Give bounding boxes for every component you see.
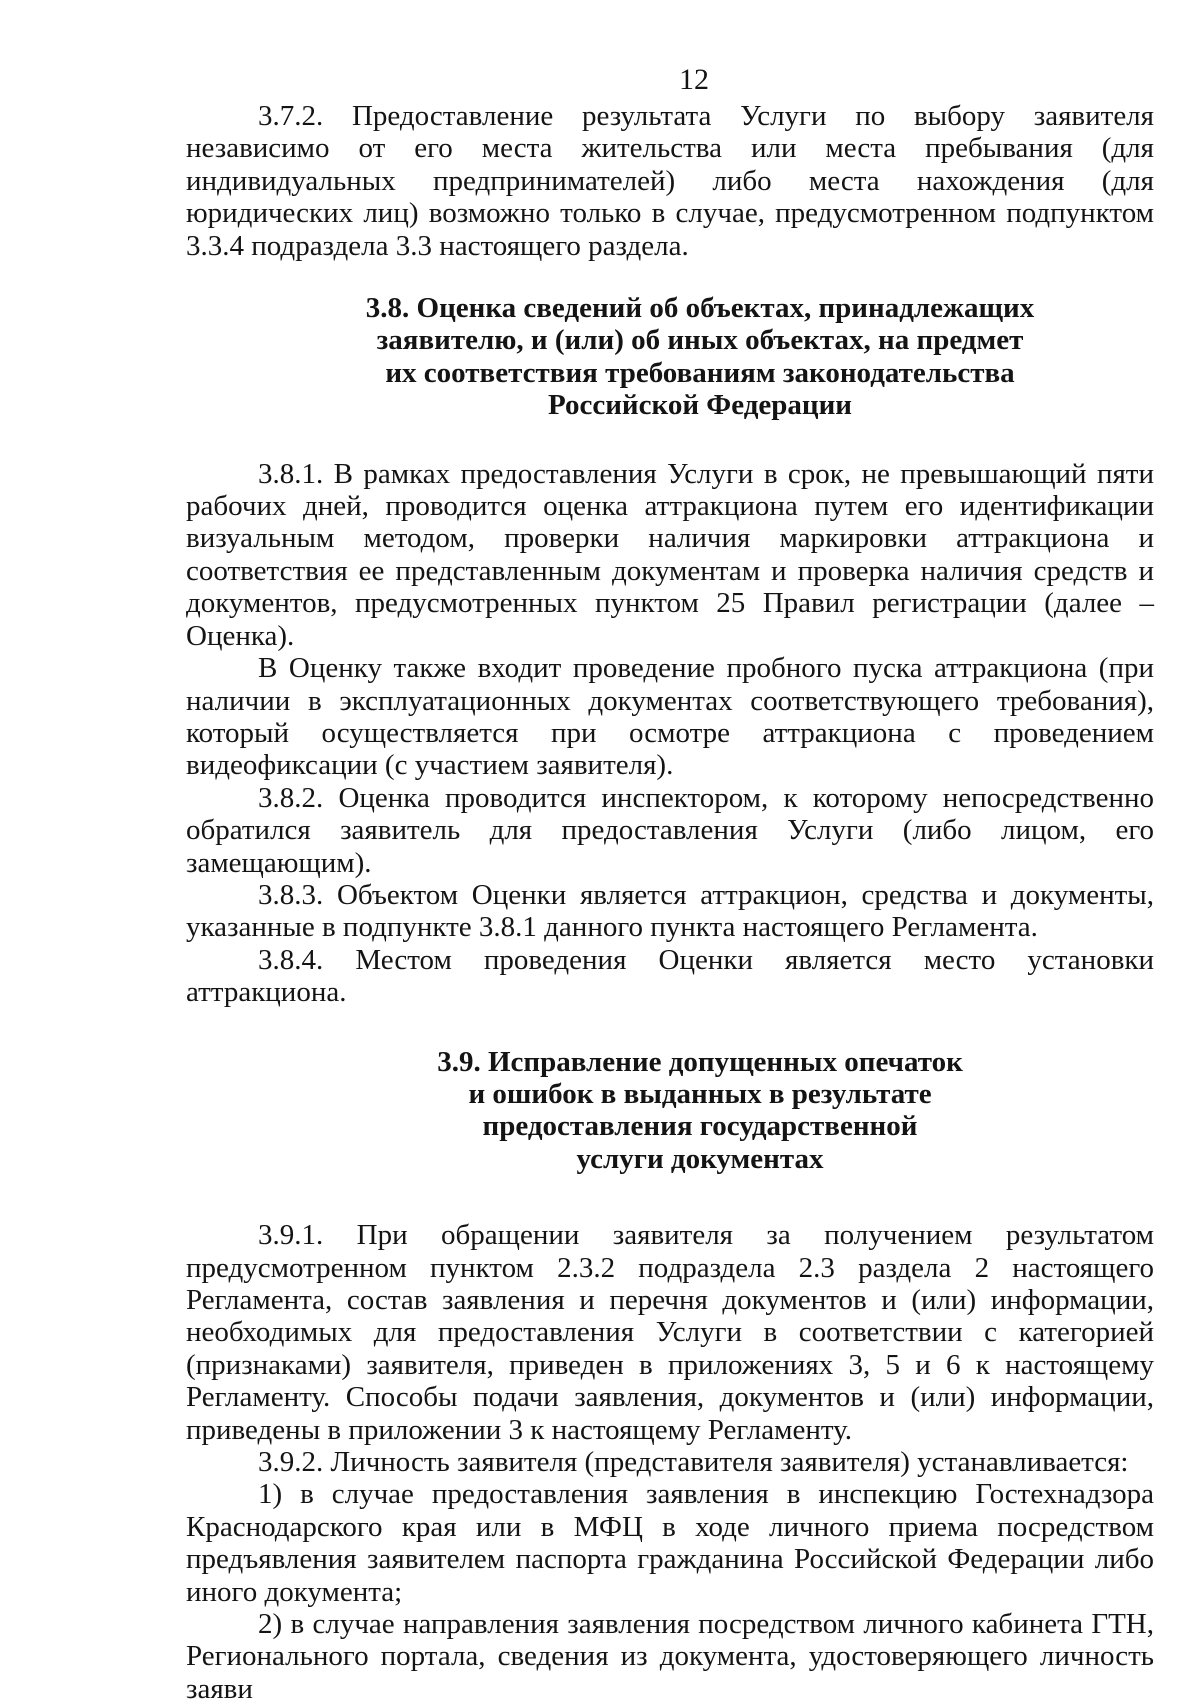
page-number: 12 [679, 63, 709, 96]
document-page [186, 60, 1154, 1705]
heading-line: Российской Федерации [547, 389, 852, 422]
paragraph-3-9-2-item-2: 2) в случае направления заявления посредством личного кабинета ГТН, Регионального портала, сведения из документа, удостоверяющего личность заяви [186, 1608, 1154, 1705]
section-heading-3-9 [246, 1046, 1154, 1176]
spacer [186, 1009, 1154, 1046]
paragraph-3-7-2: 3.7.2. Предоставление результата Услуги по выбору заявителя независимо от его места жительства или места пребывания (для индивидуальных предпринимателей) либо места нахождения (для юридических лиц) возможно только в случае, предусмотренном подпунктом 3.3.4 подраздела 3.3 настоящего раздела. [186, 100, 1154, 262]
paragraph-3-9-2-item-1: 1) в случае предоставления заявления в инспекцию Гостехнадзора Краснодарского края или в МФЦ в ходе личного приема посредством предъявления заявителем паспорта гражданина Российской Федерации либо иного документа; [186, 1478, 1154, 1608]
paragraph-3-8-2: 3.8.2. Оценка проводится инспектором, к которому непосредственно обратился заявитель для предоставления Услуги (либо лицом, его замещающим). [186, 781, 1154, 879]
heading-line: их соответствия требованиям законодательства [385, 356, 1015, 389]
paragraph-3-8-1-continued: В Оценку также входит проведение пробного пуска аттракциона (при наличии в эксплуатационных документах соответствующего требования), который осуществляется при осмотре аттракциона с проведением видеофиксации (с участием заявителя). [186, 652, 1154, 782]
paragraph-3-8-1: 3.8.1. В рамках предоставления Услуги в срок, не превышающий пяти рабочих дней, проводится оценка аттракциона путем его идентификации визуальным методом, проверки наличия маркировки аттракциона и соответствия ее представленным документам и проверка наличия средств и документов, предусмотренных пунктом 25 Правил регистрации (далее – Оценка). [186, 457, 1154, 652]
spacer [186, 1175, 1154, 1219]
heading-line: предоставления государственной [482, 1110, 918, 1143]
heading-line: заявителю, и (или) об иных объектах, на предмет [376, 324, 1024, 357]
paragraph-3-8-4: 3.8.4. Местом проведения Оценки является место установки аттракциона. [186, 943, 1154, 1009]
paragraph-3-9-1: 3.9.1. При обращении заявителя за получением результатом предусмотренном пунктом 2.3.2 подраздела 2.3 раздела 2 настоящего Регламента, состав заявления и перечня документов и (или) информации, необходимых для предоставления Услуги в соответствии с категорией (признаками) заявителя, приведен в приложениях 3, 5 и 6 к настоящему Регламенту. Способы подачи заявления, документов и (или) информации, приведены в приложении 3 к настоящему Регламенту. [186, 1219, 1154, 1446]
heading-line: 3.9. Исправление допущенных опечаток [437, 1045, 963, 1078]
spacer [186, 262, 1154, 292]
heading-line: 3.8. Оценка сведений об объектах, принадлежащих [365, 292, 1035, 325]
heading-line: услуги документах [576, 1142, 824, 1175]
paragraph-3-9-2: 3.9.2. Личность заявителя (представителя заявителя) устанавливается: [258, 1446, 1129, 1479]
section-heading-3-8 [246, 292, 1154, 422]
paragraph-3-8-3: 3.8.3. Объектом Оценки является аттракцион, средства и документы, указанные в подпункте 3.8.1 данного пункта настоящего Регламента. [186, 878, 1154, 944]
heading-line: и ошибок в выданных в результате [468, 1077, 932, 1110]
spacer [186, 422, 1154, 458]
